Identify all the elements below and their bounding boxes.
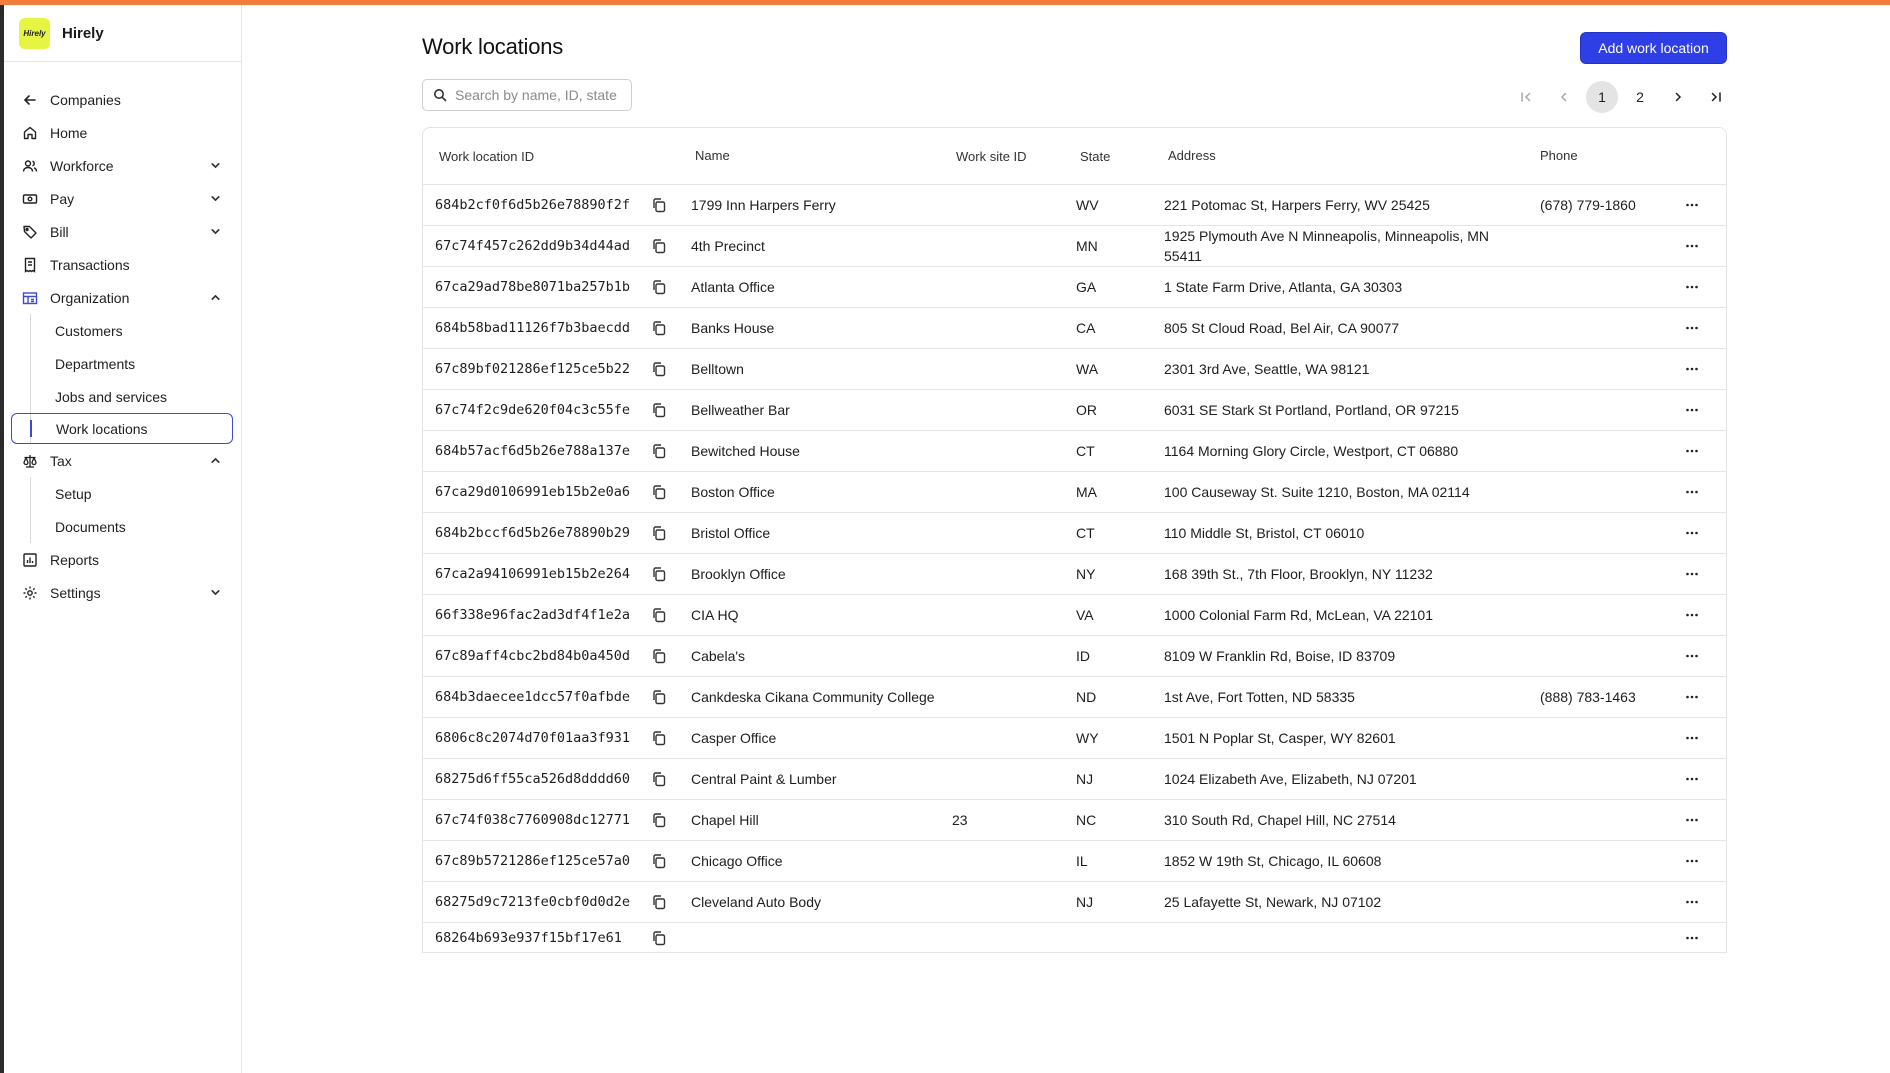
cash-icon bbox=[21, 190, 39, 208]
location-name: Bellweather Bar bbox=[691, 402, 790, 418]
location-name: CIA HQ bbox=[691, 607, 739, 623]
sidebar-item-documents[interactable]: Documents bbox=[55, 518, 126, 535]
location-state: NY bbox=[1076, 566, 1096, 582]
work-location-id: 67c74f038c7760908dc12771 bbox=[435, 812, 631, 828]
sidebar-item-setup[interactable]: Setup bbox=[55, 485, 92, 502]
copy-icon[interactable] bbox=[651, 361, 667, 377]
location-address: 2301 3rd Ave, Seattle, WA 98121 bbox=[1164, 361, 1370, 377]
table-row[interactable] bbox=[423, 841, 1726, 882]
first-page-button[interactable] bbox=[1510, 81, 1542, 113]
location-name: Chapel Hill bbox=[691, 812, 759, 828]
location-address: 1852 W 19th St, Chicago, IL 60608 bbox=[1164, 853, 1382, 869]
row-actions-button[interactable] bbox=[1658, 853, 1726, 869]
more-horizontal-icon bbox=[1684, 402, 1700, 418]
page-title: Work locations bbox=[422, 34, 564, 59]
table-row[interactable] bbox=[423, 349, 1726, 390]
location-state: NJ bbox=[1076, 894, 1094, 910]
copy-icon[interactable] bbox=[651, 484, 667, 500]
location-name: Chicago Office bbox=[691, 853, 783, 869]
sidebar-item-label: Tax bbox=[50, 452, 72, 469]
tax-submenu bbox=[4, 477, 242, 543]
location-state: ID bbox=[1076, 648, 1090, 664]
column-header-work-site-id: Work site ID bbox=[956, 148, 1027, 164]
location-state: WA bbox=[1076, 361, 1099, 377]
location-name: Boston Office bbox=[691, 484, 775, 500]
sidebar-item-label: Transactions bbox=[50, 256, 130, 273]
users-icon bbox=[21, 157, 39, 175]
chevron-right-icon bbox=[1671, 90, 1685, 104]
row-actions-button[interactable] bbox=[1658, 361, 1726, 377]
sidebar-item-organization[interactable] bbox=[4, 281, 242, 314]
building-icon bbox=[21, 289, 39, 307]
top-accent-bar bbox=[0, 0, 1890, 5]
table-row[interactable] bbox=[423, 882, 1726, 923]
location-name: Atlanta Office bbox=[691, 279, 775, 295]
more-horizontal-icon bbox=[1684, 443, 1700, 459]
location-name: Brooklyn Office bbox=[691, 566, 786, 582]
brand[interactable] bbox=[4, 5, 241, 62]
row-actions-button[interactable] bbox=[1658, 402, 1726, 418]
page-button-1[interactable]: 1 bbox=[1586, 81, 1618, 113]
more-horizontal-icon bbox=[1684, 689, 1700, 705]
location-name: Banks House bbox=[691, 320, 775, 336]
sidebar-item-jobs-and-services[interactable]: Jobs and services bbox=[55, 388, 168, 405]
more-horizontal-icon bbox=[1684, 894, 1700, 910]
location-state: CA bbox=[1076, 320, 1096, 336]
location-phone: (678) 779-1860 bbox=[1540, 197, 1636, 213]
location-state: VA bbox=[1076, 607, 1094, 623]
table-row[interactable] bbox=[423, 267, 1726, 308]
row-actions-button[interactable] bbox=[1658, 484, 1726, 500]
sidebar-item-settings[interactable] bbox=[4, 576, 242, 609]
prev-page-button[interactable] bbox=[1548, 81, 1580, 113]
row-actions-button[interactable] bbox=[1658, 771, 1726, 787]
last-page-icon bbox=[1709, 90, 1723, 104]
sidebar-item-transactions[interactable] bbox=[4, 248, 242, 281]
sidebar-item-label: Workforce bbox=[50, 157, 114, 174]
row-actions-button[interactable] bbox=[1658, 689, 1726, 705]
chevron-up-icon bbox=[209, 291, 222, 304]
sidebar-item-pay[interactable] bbox=[4, 182, 242, 215]
more-horizontal-icon bbox=[1684, 361, 1700, 377]
location-name: Bewitched House bbox=[691, 443, 800, 459]
row-actions-button[interactable] bbox=[1658, 894, 1726, 910]
more-horizontal-icon bbox=[1684, 771, 1700, 787]
location-address: 805 St Cloud Road, Bel Air, CA 90077 bbox=[1164, 320, 1400, 336]
location-state: OR bbox=[1076, 402, 1097, 418]
table-body bbox=[423, 185, 1726, 953]
brand-name: Hirely bbox=[62, 24, 104, 42]
work-location-id: 684b58bad11126f7b3baecdd bbox=[435, 320, 631, 336]
copy-icon[interactable] bbox=[651, 853, 667, 869]
location-address: 1000 Colonial Farm Rd, McLean, VA 22101 bbox=[1164, 607, 1434, 623]
location-name: Cankdeska Cikana Community College bbox=[691, 689, 935, 705]
location-state: CT bbox=[1076, 443, 1095, 459]
table-row[interactable] bbox=[423, 513, 1726, 554]
copy-icon[interactable] bbox=[651, 607, 667, 623]
table-row[interactable] bbox=[423, 759, 1726, 800]
more-horizontal-icon bbox=[1684, 320, 1700, 336]
more-horizontal-icon bbox=[1684, 525, 1700, 541]
location-state: CT bbox=[1076, 525, 1095, 541]
sidebar-item-reports[interactable] bbox=[4, 543, 242, 576]
table-row[interactable] bbox=[423, 718, 1726, 759]
location-name: Bristol Office bbox=[691, 525, 771, 541]
work-site-id: 23 bbox=[952, 812, 968, 828]
column-header-work-location-id: Work location ID bbox=[439, 148, 535, 164]
work-location-id: 67ca29ad78be8071ba257b1b bbox=[435, 279, 631, 295]
sidebar-item-label: Companies bbox=[50, 91, 121, 108]
table-row[interactable] bbox=[423, 431, 1726, 472]
copy-icon[interactable] bbox=[651, 238, 667, 254]
location-state: GA bbox=[1076, 279, 1097, 295]
column-header-name: Name bbox=[695, 148, 730, 163]
table-row[interactable] bbox=[423, 226, 1726, 267]
copy-icon[interactable] bbox=[651, 197, 667, 213]
work-location-id: 67c74f457c262dd9b34d44ad bbox=[435, 238, 631, 254]
work-location-id: 67ca29d0106991eb15b2e0a6 bbox=[435, 484, 631, 500]
row-actions-button[interactable] bbox=[1658, 279, 1726, 295]
work-location-id: 684b2cf0f6d5b26e78890f2f bbox=[435, 197, 631, 213]
more-horizontal-icon bbox=[1684, 566, 1700, 582]
table-row[interactable] bbox=[423, 472, 1726, 513]
sidebar-item-customers[interactable]: Customers bbox=[55, 322, 123, 339]
page-button-2[interactable]: 2 bbox=[1636, 89, 1644, 105]
sidebar-nav bbox=[4, 83, 242, 609]
row-actions-button[interactable] bbox=[1658, 525, 1726, 541]
row-actions-button[interactable] bbox=[1658, 607, 1726, 623]
location-state: WV bbox=[1076, 197, 1099, 213]
table-row[interactable] bbox=[423, 636, 1726, 677]
work-locations-table bbox=[422, 127, 1727, 953]
location-address: 1 State Farm Drive, Atlanta, GA 30303 bbox=[1164, 279, 1403, 295]
location-state: MA bbox=[1076, 484, 1097, 500]
work-location-id: 68264b693e937f15bf17e61 bbox=[435, 929, 622, 946]
row-actions-button[interactable] bbox=[1658, 320, 1726, 336]
sidebar-item-label: Settings bbox=[50, 584, 101, 601]
gear-icon bbox=[21, 584, 39, 602]
chevron-down-icon bbox=[209, 192, 222, 205]
location-state: NC bbox=[1076, 812, 1097, 828]
copy-icon[interactable] bbox=[651, 279, 667, 295]
location-address: 1501 N Poplar St, Casper, WY 82601 bbox=[1164, 730, 1396, 746]
search-icon bbox=[433, 88, 447, 102]
column-header-phone: Phone bbox=[1540, 148, 1578, 163]
organization-submenu bbox=[4, 314, 242, 444]
work-location-id: 684b3daecee1dcc57f0afbde bbox=[435, 689, 631, 705]
receipt-icon bbox=[21, 256, 39, 274]
add-work-location-button[interactable]: Add work location bbox=[1580, 32, 1727, 64]
work-location-id: 6806c8c2074d70f01aa3f931 bbox=[435, 730, 631, 746]
sidebar-item-label: Bill bbox=[50, 223, 69, 240]
table-row[interactable] bbox=[423, 308, 1726, 349]
location-name: Cleveland Auto Body bbox=[691, 894, 821, 910]
work-location-id: 66f338e96fac2ad3df4f1e2a bbox=[435, 607, 631, 623]
more-horizontal-icon bbox=[1684, 484, 1700, 500]
location-address: 8109 W Franklin Rd, Boise, ID 83709 bbox=[1164, 648, 1396, 664]
copy-icon[interactable] bbox=[651, 443, 667, 459]
table-row[interactable] bbox=[423, 595, 1726, 636]
location-address: 25 Lafayette St, Newark, NJ 07102 bbox=[1164, 894, 1382, 910]
row-actions-button[interactable] bbox=[1658, 730, 1726, 746]
row-actions-button[interactable] bbox=[1658, 238, 1726, 254]
copy-icon[interactable] bbox=[651, 689, 667, 705]
location-name: Cabela's bbox=[691, 648, 746, 664]
copy-icon[interactable] bbox=[651, 525, 667, 541]
chevron-down-icon bbox=[209, 586, 222, 599]
search-input[interactable] bbox=[455, 87, 625, 103]
copy-icon[interactable] bbox=[651, 730, 667, 746]
more-horizontal-icon bbox=[1684, 853, 1700, 869]
table-row[interactable] bbox=[423, 554, 1726, 595]
work-location-id: 684b57acf6d5b26e788a137e bbox=[435, 443, 631, 459]
report-icon bbox=[21, 551, 39, 569]
location-state: NJ bbox=[1076, 771, 1094, 787]
location-address: 1024 Elizabeth Ave, Elizabeth, NJ 07201 bbox=[1164, 771, 1417, 787]
pagination bbox=[1504, 82, 1732, 112]
work-location-id: 67c89b5721286ef125ce57a0 bbox=[435, 853, 631, 869]
copy-icon[interactable] bbox=[651, 566, 667, 582]
sidebar-item-home[interactable] bbox=[4, 116, 242, 149]
row-actions-button[interactable] bbox=[1658, 197, 1726, 213]
location-name: Central Paint & Lumber bbox=[691, 771, 837, 787]
location-address: 310 South Rd, Chapel Hill, NC 27514 bbox=[1164, 812, 1396, 828]
more-horizontal-icon bbox=[1684, 279, 1700, 295]
chevron-left-icon bbox=[1557, 90, 1571, 104]
table-row[interactable] bbox=[423, 185, 1726, 226]
column-header-state: State bbox=[1080, 148, 1111, 164]
work-location-id: 67c89bf021286ef125ce5b22 bbox=[435, 361, 631, 377]
location-address: 221 Potomac St, Harpers Ferry, WV 25425 bbox=[1164, 197, 1430, 213]
location-name: 1799 Inn Harpers Ferry bbox=[691, 197, 836, 213]
next-page-button[interactable] bbox=[1662, 81, 1694, 113]
copy-icon[interactable] bbox=[651, 771, 667, 787]
sidebar bbox=[4, 5, 242, 1073]
sidebar-item-workforce[interactable] bbox=[4, 149, 242, 182]
more-horizontal-icon bbox=[1684, 238, 1700, 254]
sidebar-item-tax[interactable] bbox=[4, 444, 242, 477]
location-state: IL bbox=[1076, 853, 1088, 869]
location-phone: (888) 783-1463 bbox=[1540, 689, 1636, 705]
location-state: WY bbox=[1076, 730, 1099, 746]
scale-icon bbox=[21, 452, 39, 470]
work-location-id: 68275d9c7213fe0cbf0d0d2e bbox=[435, 894, 631, 910]
location-address: 168 39th St., 7th Floor, Brooklyn, NY 11232 bbox=[1164, 566, 1433, 582]
work-location-id: 68275d6ff55ca526d8dddd60 bbox=[435, 771, 631, 787]
more-horizontal-icon bbox=[1684, 930, 1700, 946]
column-header-address: Address bbox=[1168, 148, 1216, 163]
sidebar-item-departments[interactable]: Departments bbox=[55, 355, 136, 372]
copy-icon[interactable] bbox=[651, 894, 667, 910]
row-actions-button[interactable] bbox=[1658, 443, 1726, 459]
table-row[interactable] bbox=[423, 390, 1726, 431]
location-address: 1st Ave, Fort Totten, ND 58335 bbox=[1164, 689, 1355, 705]
location-name: 4th Precinct bbox=[691, 238, 765, 254]
table-row[interactable] bbox=[423, 923, 1726, 953]
row-actions-button[interactable] bbox=[1658, 566, 1726, 582]
location-address: 6031 SE Stark St Portland, Portland, OR 97215 bbox=[1164, 402, 1459, 418]
table-header bbox=[423, 128, 1726, 185]
copy-icon[interactable] bbox=[651, 930, 667, 946]
search-box[interactable] bbox=[422, 79, 632, 111]
sidebar-item-label: Home bbox=[50, 124, 88, 141]
table-row[interactable] bbox=[423, 677, 1726, 718]
work-location-id: 684b2bccf6d5b26e78890b29 bbox=[435, 525, 631, 541]
table-row[interactable] bbox=[423, 800, 1726, 841]
location-state: MN bbox=[1076, 238, 1098, 254]
copy-icon[interactable] bbox=[651, 320, 667, 336]
work-location-id: 67c74f2c9de620f04c3c55fe bbox=[435, 402, 631, 418]
brand-logo: Hirely bbox=[19, 18, 50, 49]
last-page-button[interactable] bbox=[1700, 81, 1732, 113]
copy-icon[interactable] bbox=[651, 402, 667, 418]
tag-icon bbox=[21, 223, 39, 241]
location-address: 1164 Morning Glory Circle, Westport, CT 06880 bbox=[1164, 443, 1459, 459]
copy-icon[interactable] bbox=[651, 648, 667, 664]
location-address: 110 Middle St, Bristol, CT 06010 bbox=[1164, 525, 1365, 541]
chevron-down-icon bbox=[209, 225, 222, 238]
work-location-id: 67ca2a94106991eb15b2e264 bbox=[435, 566, 631, 582]
chevron-up-icon bbox=[209, 454, 222, 467]
location-address: 1925 Plymouth Ave N Minneapolis, Minneapolis, MN 55411 bbox=[1164, 228, 1490, 264]
location-name: Casper Office bbox=[691, 730, 777, 746]
more-horizontal-icon bbox=[1684, 812, 1700, 828]
chevron-down-icon bbox=[209, 159, 222, 172]
copy-icon[interactable] bbox=[651, 812, 667, 828]
more-horizontal-icon bbox=[1684, 730, 1700, 746]
arrow-left-icon bbox=[21, 91, 39, 109]
first-page-icon bbox=[1519, 90, 1533, 104]
home-icon bbox=[21, 124, 39, 142]
sidebar-item-label: Reports bbox=[50, 551, 100, 568]
location-state: ND bbox=[1076, 689, 1097, 705]
location-address: 100 Causeway St. Suite 1210, Boston, MA 02114 bbox=[1164, 484, 1470, 500]
more-horizontal-icon bbox=[1684, 648, 1700, 664]
location-name: Belltown bbox=[691, 361, 744, 377]
sidebar-item-work-locations[interactable]: Work locations bbox=[11, 413, 233, 444]
row-actions-button[interactable] bbox=[1658, 812, 1726, 828]
sidebar-item-label: Organization bbox=[50, 289, 130, 306]
work-location-id: 67c89aff4cbc2bd84b0a450d bbox=[435, 648, 631, 664]
row-actions-button[interactable] bbox=[1658, 930, 1726, 946]
sidebar-item-companies[interactable] bbox=[4, 83, 242, 116]
sidebar-item-bill[interactable] bbox=[4, 215, 242, 248]
more-horizontal-icon bbox=[1684, 607, 1700, 623]
more-horizontal-icon bbox=[1684, 197, 1700, 213]
sidebar-item-label: Pay bbox=[50, 190, 75, 207]
row-actions-button[interactable] bbox=[1658, 648, 1726, 664]
